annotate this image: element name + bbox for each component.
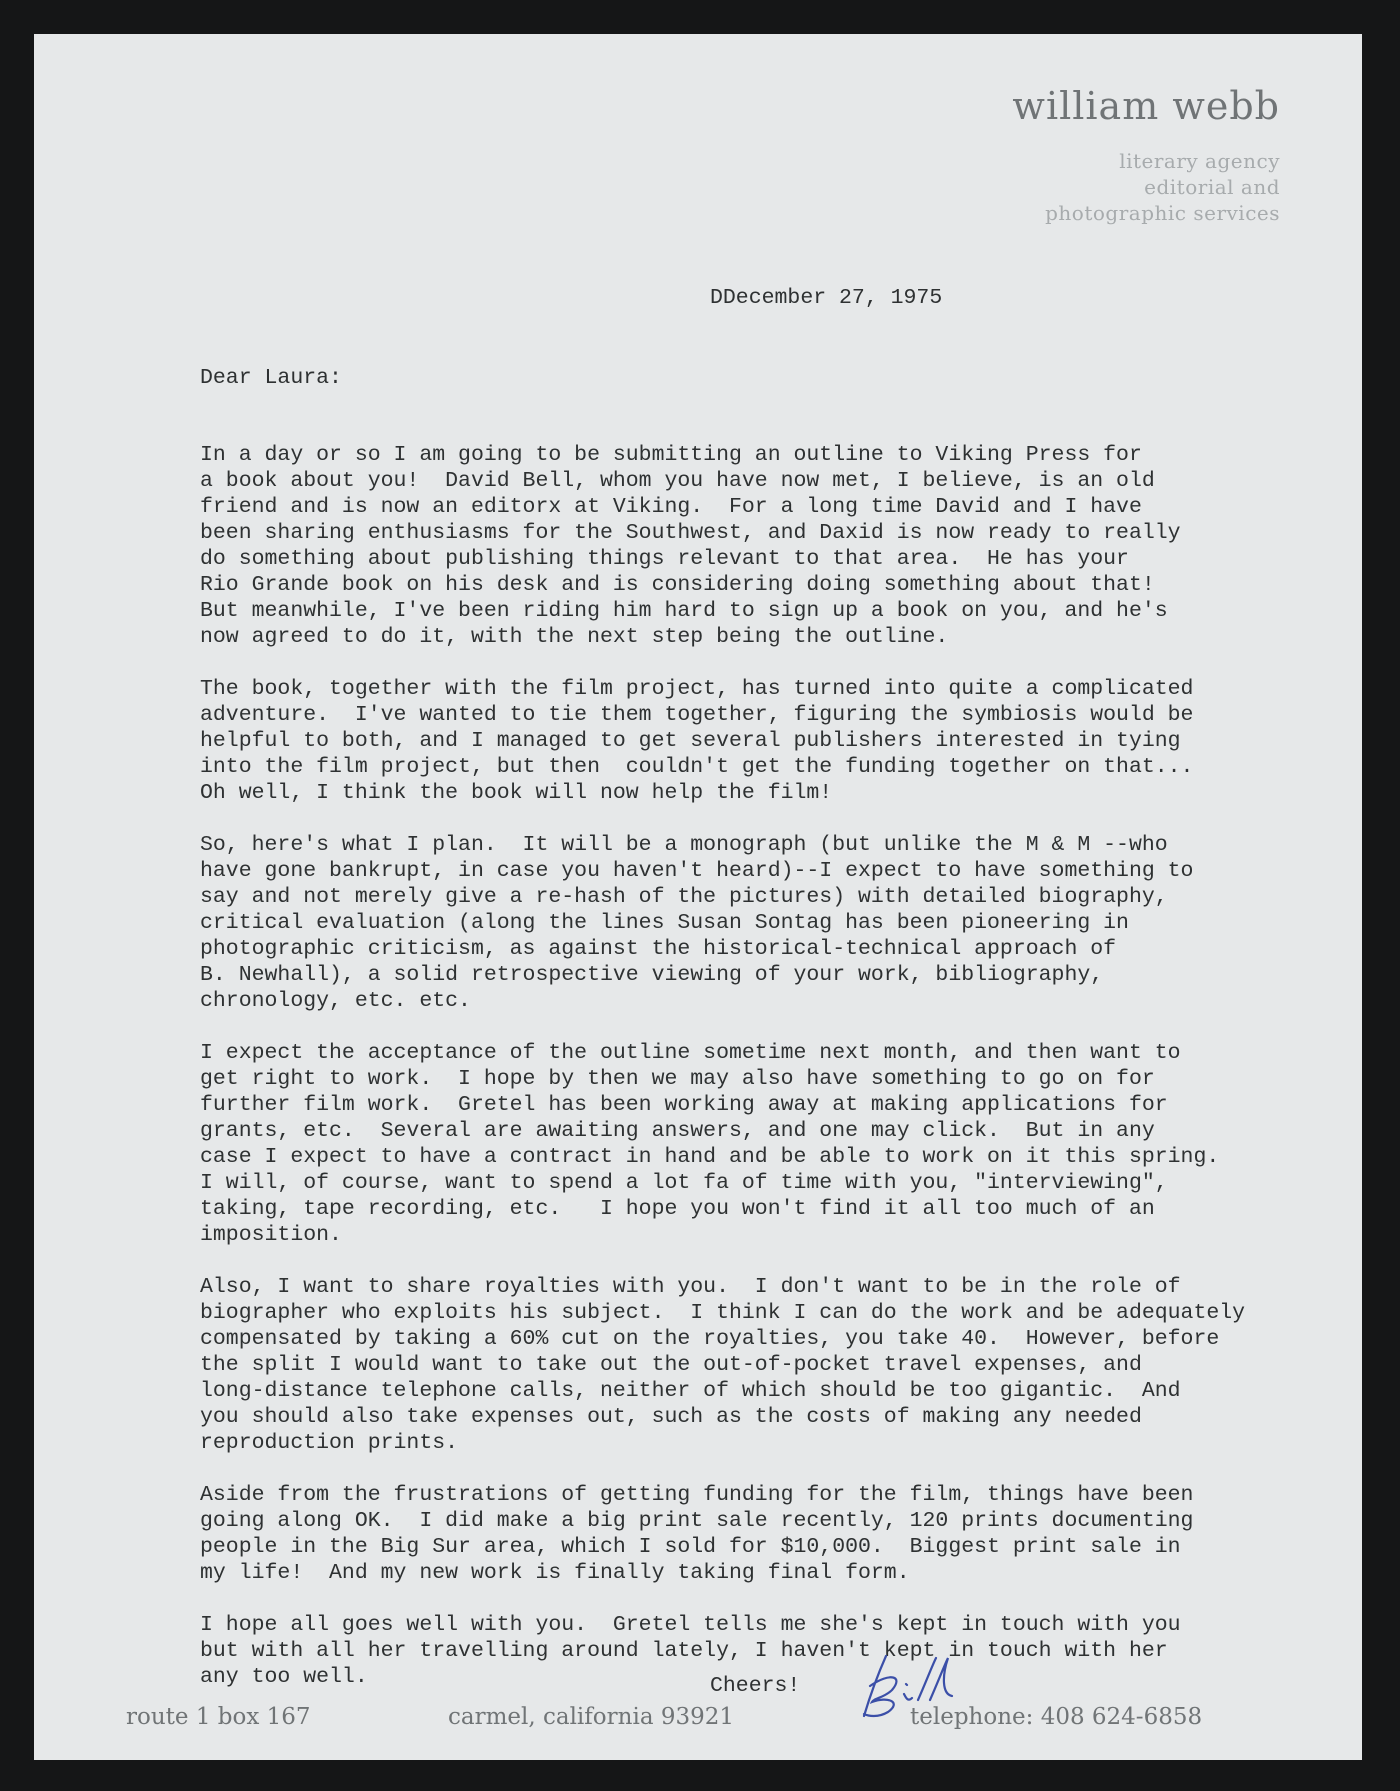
letter-line: the split I would want to take out the out-of-pocket travel expenses, and [200,1353,1142,1377]
letter-line: But meanwhile, I've been riding him hard to sign up a book on you, and he's [200,599,1168,623]
letter-line: I hope all goes well with you. Gretel tells me she's kept in touch with you [200,1613,1181,1637]
letter-line: case I expect to have a contract in hand and be able to work on it this spring. [200,1145,1220,1169]
letter-line: Rio Grande book on his desk and is considering doing something about that! [200,573,1155,597]
letterhead-services [920,148,1280,226]
letter-paragraph [200,832,1245,1014]
letter-line: my life! And my new work is finally taking final form. [200,1561,910,1585]
letter-line: B. Newhall), a solid retrospective viewing of your work, bibliography, [200,963,1104,987]
letter-paragraph [200,676,1245,806]
letterhead-line: editorial and [1144,175,1280,199]
letter-line: photographic criticism, as against the historical-technical approach of [200,937,1117,961]
letter-date: DDecember 27, 1975 [710,286,943,310]
letter-line: imposition. [200,1223,342,1247]
letter-line: helpful to both, and I managed to get several publishers interested in tying [200,729,1181,753]
letter-line: grants, etc. Several are awaiting answers, and one may click. But in any [200,1119,1155,1143]
letter-line: The book, together with the film project, has turned into quite a complicated [200,677,1194,701]
letter-line: long-distance telephone calls, neither of which should be too gigantic. And [200,1379,1181,1403]
letter-line: get right to work. I hope by then we may also have something to go on for [200,1067,1155,1091]
letterhead-line: photographic services [1045,201,1280,225]
letter-line: but with all her travelling around lately, I haven't kept in touch with her [200,1639,1168,1663]
salutation: Dear Laura: [200,366,342,390]
letter-line: further film work. Gretel has been working away at making applications for [200,1093,1168,1117]
letter-body [200,442,1245,1716]
letter-line: you should also take expenses out, such as the costs of making any needed [200,1405,1142,1429]
letter-line: taking, tape recording, etc. I hope you won't find it all too much of an [200,1197,1155,1221]
letter-line: I expect the acceptance of the outline sometime next month, and then want to [200,1041,1181,1065]
letter-line: any too well. [200,1665,368,1689]
letter-line: Aside from the frustrations of getting funding for the film, things have been [200,1483,1194,1507]
letter-page [34,34,1362,1760]
letter-line: In a day or so I am going to be submitting an outline to Viking Press for [200,443,1142,467]
letter-paragraph [200,1040,1245,1248]
letter-line: reproduction prints. [200,1431,459,1455]
letter-line: biographer who exploits his subject. I think I can do the work and be adequately [200,1301,1246,1325]
letter-line: been sharing enthusiasms for the Southwest, and Daxid is now ready to really [200,521,1181,545]
letter-line: friend and is now an editorx at Viking. For a long time David and I have [200,495,1142,519]
letter-line: compensated by taking a 60% cut on the royalties, you take 40. However, before [200,1327,1220,1351]
letterhead-name: william webb [1012,84,1280,128]
letter-line: adventure. I've wanted to tie them together, figuring the symbiosis would be [200,703,1194,727]
letter-line: critical evaluation (along the lines Susan Sontag has been pioneering in [200,911,1129,935]
letter-line: going along OK. I did make a big print sale recently, 120 prints documenting [200,1509,1194,1533]
footer-telephone: telephone: 408 624-6858 [910,1704,1203,1730]
letter-line: people in the Big Sur area, which I sold for $10,000. Biggest print sale in [200,1535,1181,1559]
letter-line: now agreed to do it, with the next step being the outline. [200,625,949,649]
letter-line: Also, I want to share royalties with you. I don't want to be in the role of [200,1275,1181,1299]
closing: Cheers! [710,1674,801,1698]
letter-line: I will, of course, want to spend a lot fa of time with you, "interviewing", [200,1171,1168,1195]
letter-paragraph [200,442,1245,650]
letter-line: Oh well, I think the book will now help the film! [200,781,833,805]
letter-line: a book about you! David Bell, whom you have now met, I believe, is an old [200,469,1155,493]
letter-line: do something about publishing things relevant to that area. He has your [200,547,1129,571]
letter-paragraph [200,1274,1245,1456]
letter-line: chronology, etc. etc. [200,989,471,1013]
letter-line: say and not merely give a re-hash of the pictures) with detailed biography, [200,885,1168,909]
letter-line: have gone bankrupt, in case you haven't heard)--I expect to have something to [200,859,1194,883]
footer-address-line1: route 1 box 167 [126,1704,311,1730]
footer-address-line2: carmel, california 93921 [448,1704,735,1730]
letter-line: into the film project, but then couldn't get the funding together on that... [200,755,1194,779]
letterhead-line: literary agency [1119,149,1280,173]
letter-line: So, here's what I plan. It will be a monograph (but unlike the M & M --who [200,833,1168,857]
letter-paragraph [200,1482,1245,1586]
